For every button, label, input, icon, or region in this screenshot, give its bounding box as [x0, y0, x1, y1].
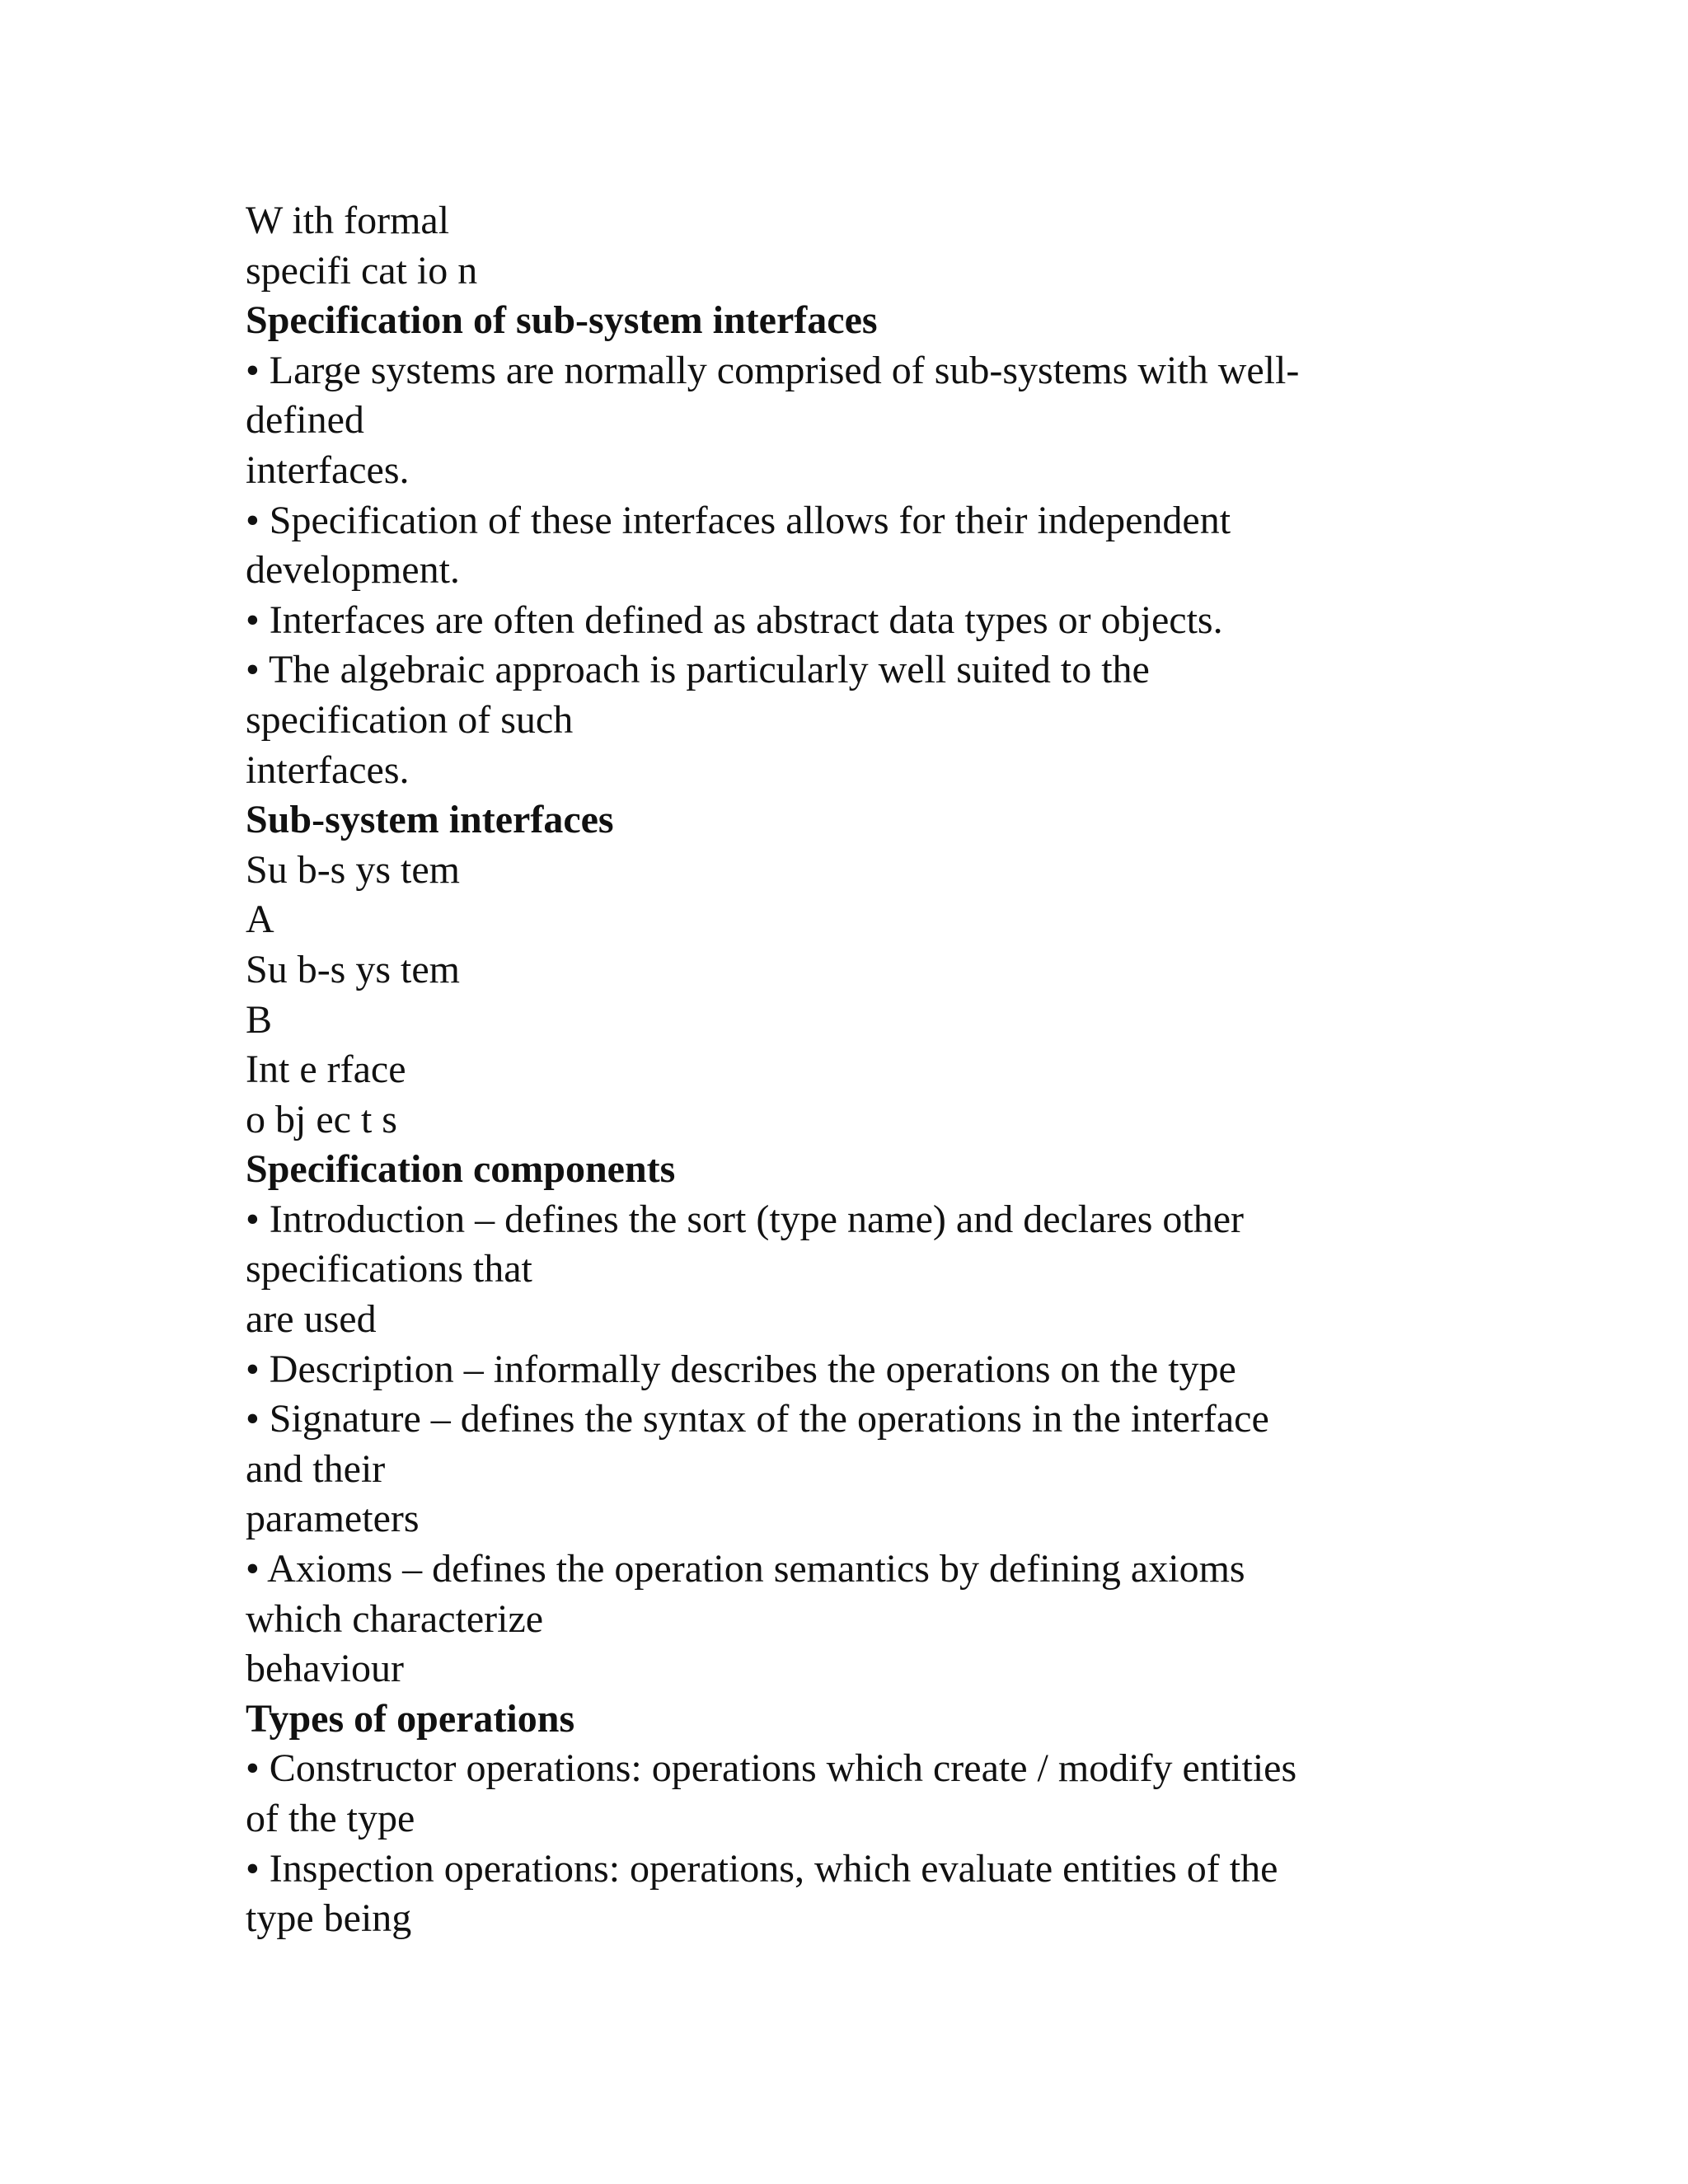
section-heading: Sub-system interfaces: [246, 798, 614, 842]
bullet-line: • The algebraic approach is particularly well suited to the: [246, 648, 1150, 692]
bullet-line: • Introduction – defines the sort (type name) and declares other: [246, 1197, 1245, 1241]
diagram-label: B: [246, 997, 273, 1042]
bullet-line: • Inspection operations: operations, which evaluate entities of the: [246, 1846, 1278, 1891]
caption-line: specifi cat io n: [246, 248, 478, 293]
diagram-label: Int e rface: [246, 1047, 406, 1092]
text-line: type being: [246, 1896, 412, 1941]
diagram-label: Su b-s ys tem: [246, 947, 461, 991]
text-line: are used: [246, 1297, 377, 1342]
text-line: which characterize: [246, 1596, 544, 1641]
diagram-label: A: [246, 898, 274, 942]
text-line: defined: [246, 398, 364, 443]
text-line: specification of such: [246, 697, 574, 742]
text-line: parameters: [246, 1497, 420, 1541]
diagram-label: Su b-s ys tem: [246, 847, 461, 892]
text-line: and their: [246, 1446, 386, 1491]
text-line: interfaces.: [246, 748, 410, 792]
bullet-line: • Large systems are normally comprised of sub-systems with well-: [246, 348, 1300, 392]
bullet-line: • Specification of these interfaces allows for their independent: [246, 498, 1231, 542]
caption-line: W ith formal: [246, 199, 450, 242]
section-heading: Types of operations: [246, 1696, 575, 1741]
bullet-line: • Axioms – defines the operation semantics by defining axioms: [246, 1547, 1245, 1591]
document-body: [246, 196, 1449, 1944]
diagram-label: o bj ec t s: [246, 1097, 397, 1141]
bullet-line: • Description – informally describes the operations on the type: [246, 1347, 1236, 1391]
bullet-line: • Constructor operations: operations which create / modify entities: [246, 1746, 1297, 1791]
bullet-line: • Interfaces are often defined as abstract data types or objects.: [246, 598, 1223, 642]
text-line: interfaces.: [246, 448, 410, 492]
bullet-line: • Signature – defines the syntax of the operations in the interface: [246, 1397, 1269, 1441]
text-line: of the type: [246, 1797, 415, 1840]
text-line: development.: [246, 548, 460, 593]
section-heading: Specification of sub-system interfaces: [246, 298, 878, 343]
text-line: behaviour: [246, 1647, 404, 1691]
text-line: specifications that: [246, 1247, 532, 1291]
section-heading: Specification components: [246, 1147, 676, 1192]
